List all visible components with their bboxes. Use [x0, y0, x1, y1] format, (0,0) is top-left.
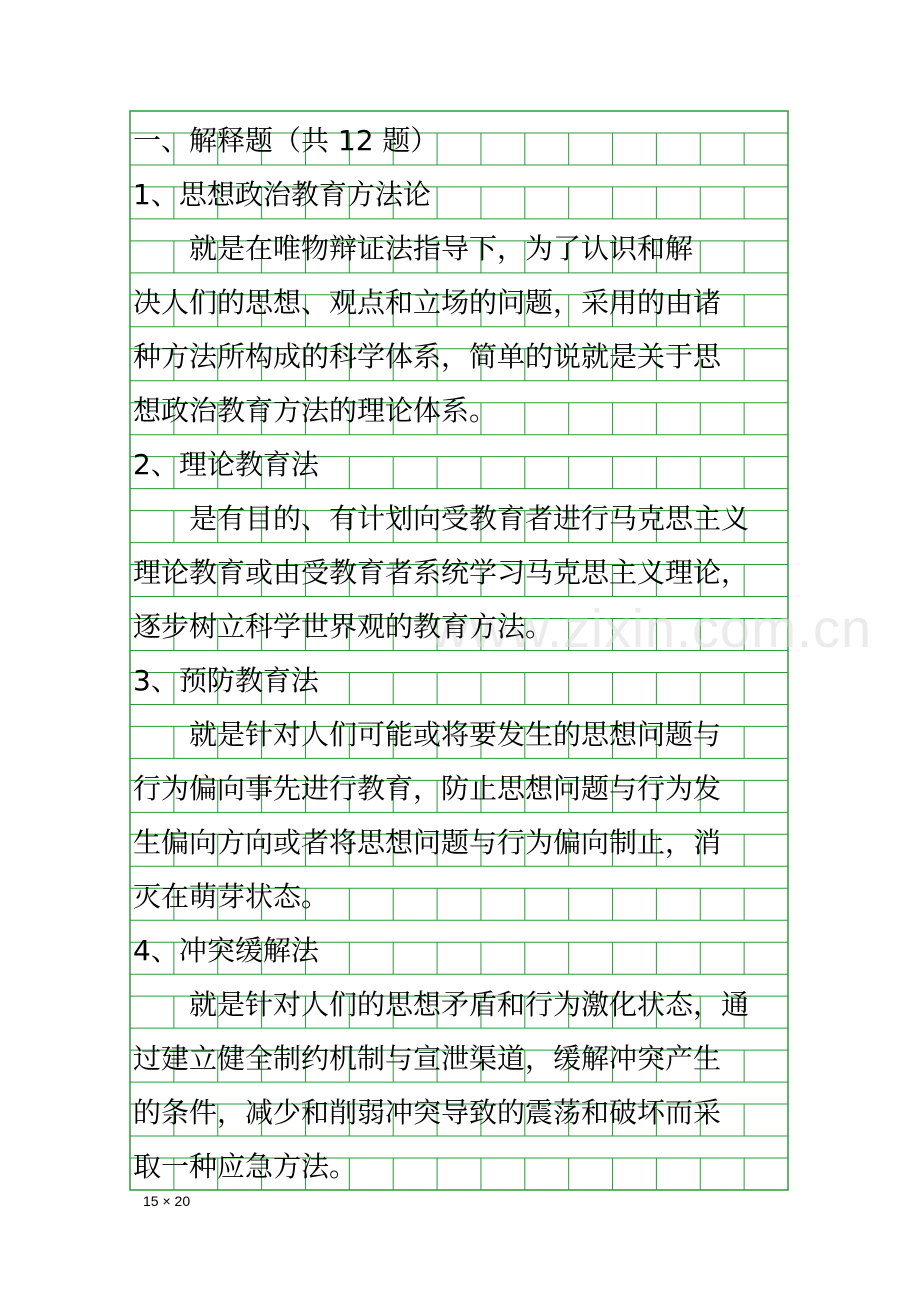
term-3-text-line: 生偏向方向或者将思想问题与行为偏向制止，消 — [133, 826, 722, 859]
term-1-title: 1、思想政治教育方法论 — [133, 178, 431, 211]
term-4-text-line: 的条件，减少和削弱冲突导致的震荡和破坏而采 — [133, 1096, 722, 1129]
grid-size-label: 15 × 20 — [143, 1193, 191, 1209]
term-2-text-line: 是有目的、有计划向受教育者进行马克思主义 — [133, 502, 750, 535]
term-2-text-line: 逐步树立科学世界观的教育方法。 — [133, 610, 554, 643]
term-4-title: 4、冲突缓解法 — [133, 934, 319, 967]
term-2-text-line: 理论教育或由受教育者系统学习马克思主义理论， — [133, 556, 750, 589]
term-3-text-line: 灭在萌芽状态。 — [133, 880, 330, 913]
watermark-text: www.zixin.com.cn — [430, 599, 873, 659]
term-3-title: 3、预防教育法 — [133, 664, 319, 697]
term-1-text-line: 种方法所构成的科学体系，简单的说就是关于思 — [133, 340, 722, 373]
term-1-text-line: 想政治教育方法的理论体系。 — [133, 394, 498, 427]
term-3-text-line: 就是针对人们可能或将要发生的思想问题与 — [133, 718, 722, 751]
term-3-text-line: 行为偏向事先进行教育，防止思想问题与行为发 — [133, 772, 722, 805]
term-2-title: 2、理论教育法 — [133, 448, 319, 481]
term-1-text-line: 决人们的思想、观点和立场的问题，采用的由诸 — [133, 286, 722, 319]
term-4-text-line: 过建立健全制约机制与宣泄渠道，缓解冲突产生 — [133, 1042, 722, 1075]
section-heading: 一、解释题（共 12 题） — [133, 124, 439, 157]
term-4-text-line: 就是针对人们的思想矛盾和行为激化状态，通 — [133, 988, 750, 1021]
term-1-text-line: 就是在唯物辩证法指导下，为了认识和解 — [133, 232, 694, 265]
term-4-text-line: 取一种应急方法。 — [133, 1150, 358, 1183]
